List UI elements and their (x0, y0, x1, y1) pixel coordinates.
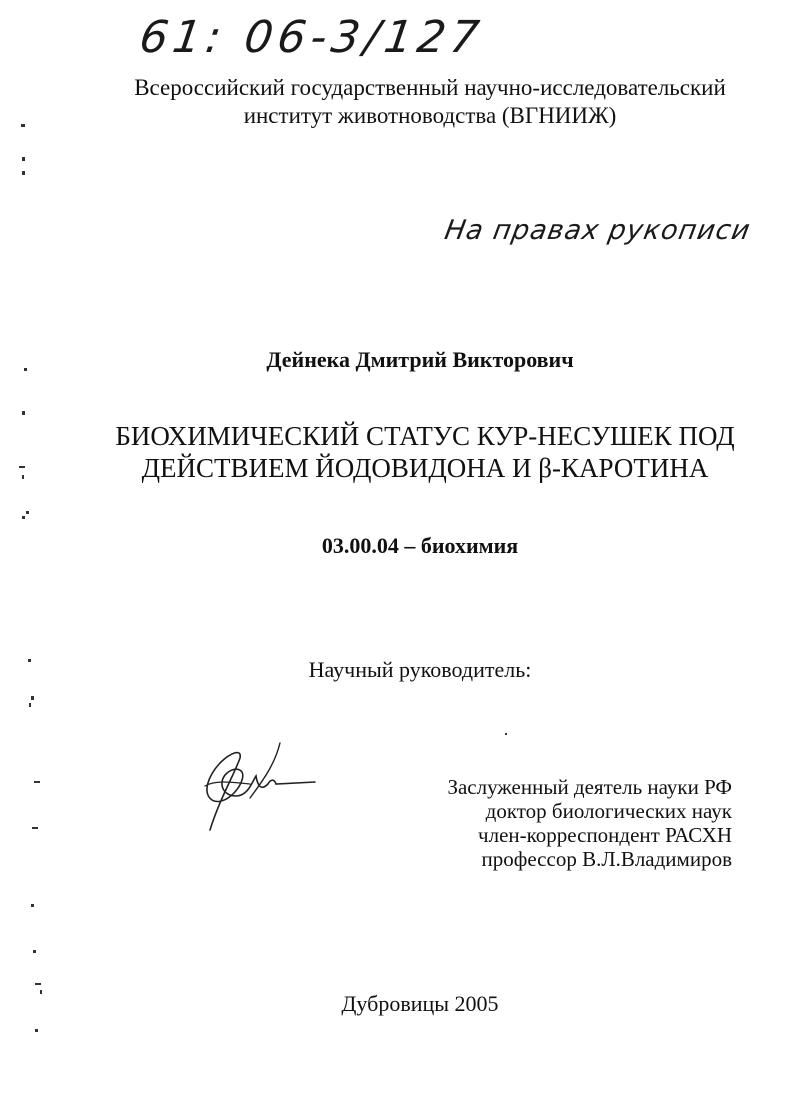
supervisor-line-3: член-корреспондент РАСХН (478, 823, 732, 847)
manuscript-note-handwritten: На правах рукописи (442, 215, 754, 246)
supervisor-line-1: Заслуженный деятель науки РФ (447, 775, 732, 799)
supervisor-line-4: профессор В.Л.Владимиров (481, 847, 732, 871)
thesis-title-line-1: БИОХИМИЧЕСКИЙ СТАТУС КУР-НЕСУШЕК ПОД (115, 421, 735, 451)
supervisor-line-2: доктор биологических наук (485, 799, 732, 823)
author-name: Дейнека Дмитрий Викторович (266, 347, 574, 372)
archive-number-handwritten: 61: 06-3/127 (136, 12, 488, 63)
specialty-code: 03.00.04 – биохимия (321, 533, 519, 558)
institution-line-1: Всероссийский государственный научно-исследовательский (134, 75, 726, 100)
supervisor-label: Научный руководитель: (308, 657, 532, 682)
thesis-title-line-2: ДЕЙСТВИЕМ ЙОДОВИДОНА И β-КАРОТИНА (141, 453, 709, 483)
place-and-year: Дубровицы 2005 (341, 991, 499, 1016)
institution-line-2: институт животноводства (ВГНИИЖ) (243, 103, 617, 128)
